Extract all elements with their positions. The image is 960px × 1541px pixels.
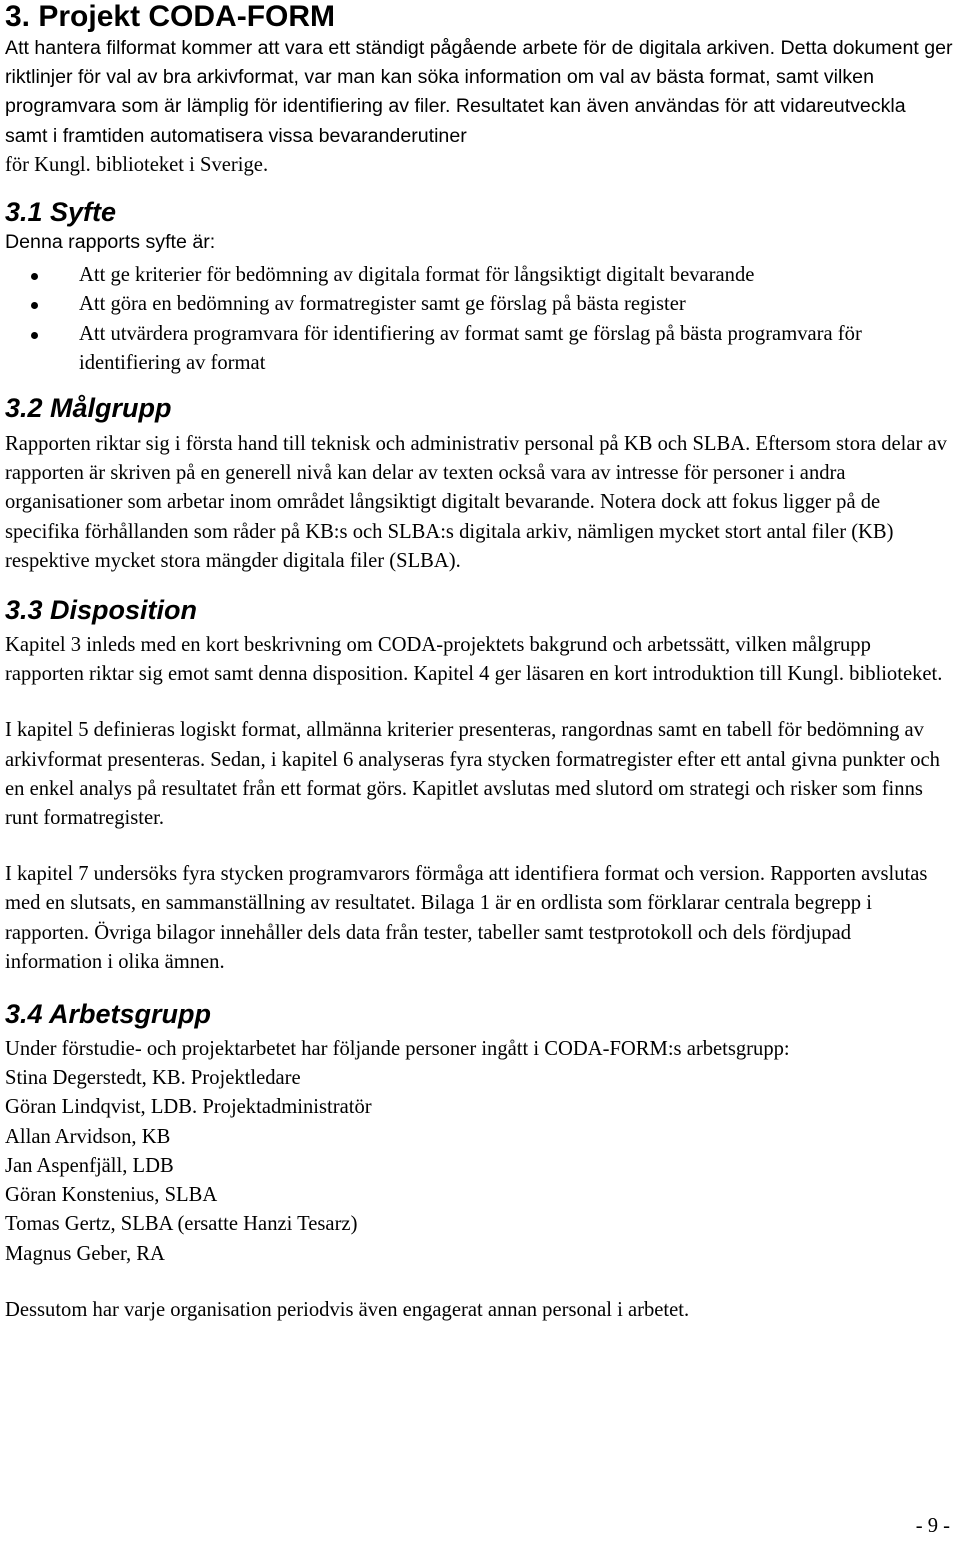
disposition-paragraph: Kapitel 3 inleds med en kort beskrivning om CODA-projektets bakgrund och arbetssätt, vilken målgrupp rapporten riktar sig emot samt denna disposition. Kapitel 4 ger läsaren en kort introduktion till Kungl. biblioteket.	[5, 634, 943, 686]
bullet-icon	[31, 273, 38, 280]
list-item: Jan Aspenfjäll, LDB	[5, 1154, 174, 1177]
list-item: Göran Lindqvist, LDB. Projektadministratör	[5, 1096, 372, 1119]
list-item: Göran Konstenius, SLBA	[5, 1184, 218, 1207]
bullet-icon	[31, 302, 38, 309]
page-number: - 9 -	[915, 1515, 950, 1537]
list-item: Att utvärdera programvara för identifiering av format samt ge förslag på bästa programvara för identifiering av format	[5, 320, 953, 378]
section-3-2-heading: 3.2 Målgrupp	[5, 393, 172, 424]
section-3-4-heading: 3.4 Arbetsgrupp	[5, 999, 212, 1030]
disposition-paragraph: I kapitel 7 undersöks fyra stycken programvarors förmåga att identifiera format och version. Rapporten avslutas med en slutsats, en sammanställning av resultatet. Bilaga 1 är en ordlista som förklarar centrala begrepp i rapporten. Övriga bilagor innehåller dels data från tester, tabeller samt testprotokoll och dels fördjupad information i olika ämnen.	[5, 863, 928, 973]
purpose-list	[5, 261, 953, 378]
section-3-heading: 3. Projekt CODA-FORM	[5, 0, 336, 33]
document-page	[5, 0, 953, 1325]
bullet-icon	[31, 332, 38, 339]
section-3-intro-end: för Kungl. biblioteket i Sverige.	[5, 153, 269, 176]
list-item: Att ge kriterier för bedömning av digitala format för långsiktigt digitalt bevarande	[5, 261, 953, 290]
section-3-3-heading: 3.3 Disposition	[5, 595, 198, 626]
section-3-intro: Att hantera filformat kommer att vara ett ständigt pågående arbete för de digitala arkiven. Detta dokument ger riktlinjer för val av bra arkivformat, var man kan söka information om val av bästa format, samt vilken programvara som är lämplig för identifiering av filer. Resultatet kan även användas för att vidareutveckla samt i framtiden automatisera vissa bevaranderutiner	[5, 37, 953, 147]
section-3-4-closing: Dessutom har varje organisation periodvis även engagerat annan personal i arbetet.	[5, 1298, 690, 1321]
disposition-paragraph: I kapitel 5 definieras logiskt format, allmänna kriterier presenteras, rangordnas samt en tabell för bedömning av arkivformat presenteras. Sedan, i kapitel 6 analyseras fyra stycken formatregister efter ett antal givna punkter och en enkel analys på resultatet från ett format görs. Kapitlet avslutas med slutord om strategi och risker som finns runt formatregister.	[5, 719, 940, 830]
list-item: Allan Arvidson, KB	[5, 1125, 171, 1148]
section-3-1-heading: 3.1 Syfte	[5, 197, 117, 228]
list-item: Att göra en bedömning av formatregister samt ge förslag på bästa register	[5, 290, 953, 319]
member-list	[5, 1064, 953, 1268]
list-item: Stina Degerstedt, KB. Projektledare	[5, 1067, 301, 1090]
section-3-2-body: Rapporten riktar sig i första hand till teknisk och administrativ personal på KB och SLBA. Eftersom stora delar av rapporten är skriven på en generell nivå kan delar av texten också vara av intresse för personer i andra organisationer som arbetar inom området långsiktigt digitalt bevarande. Notera dock att fokus ligger på de specifika förhållanden som råder på KB:s och SLBA:s digitala arkiv, nämligen mycket stort antal filer (KB) respektive mycket stora mängder digitala filer (SLBA).	[5, 433, 947, 572]
section-3-1-lead: Denna rapports syfte är:	[5, 231, 216, 254]
section-3-4-lead: Under förstudie- och projektarbetet har följande personer ingått i CODA-FORM:s arbetsgrupp:	[5, 1038, 790, 1061]
list-item: Magnus Geber, RA	[5, 1242, 165, 1265]
list-item: Tomas Gertz, SLBA (ersatte Hanzi Tesarz)	[5, 1213, 358, 1236]
